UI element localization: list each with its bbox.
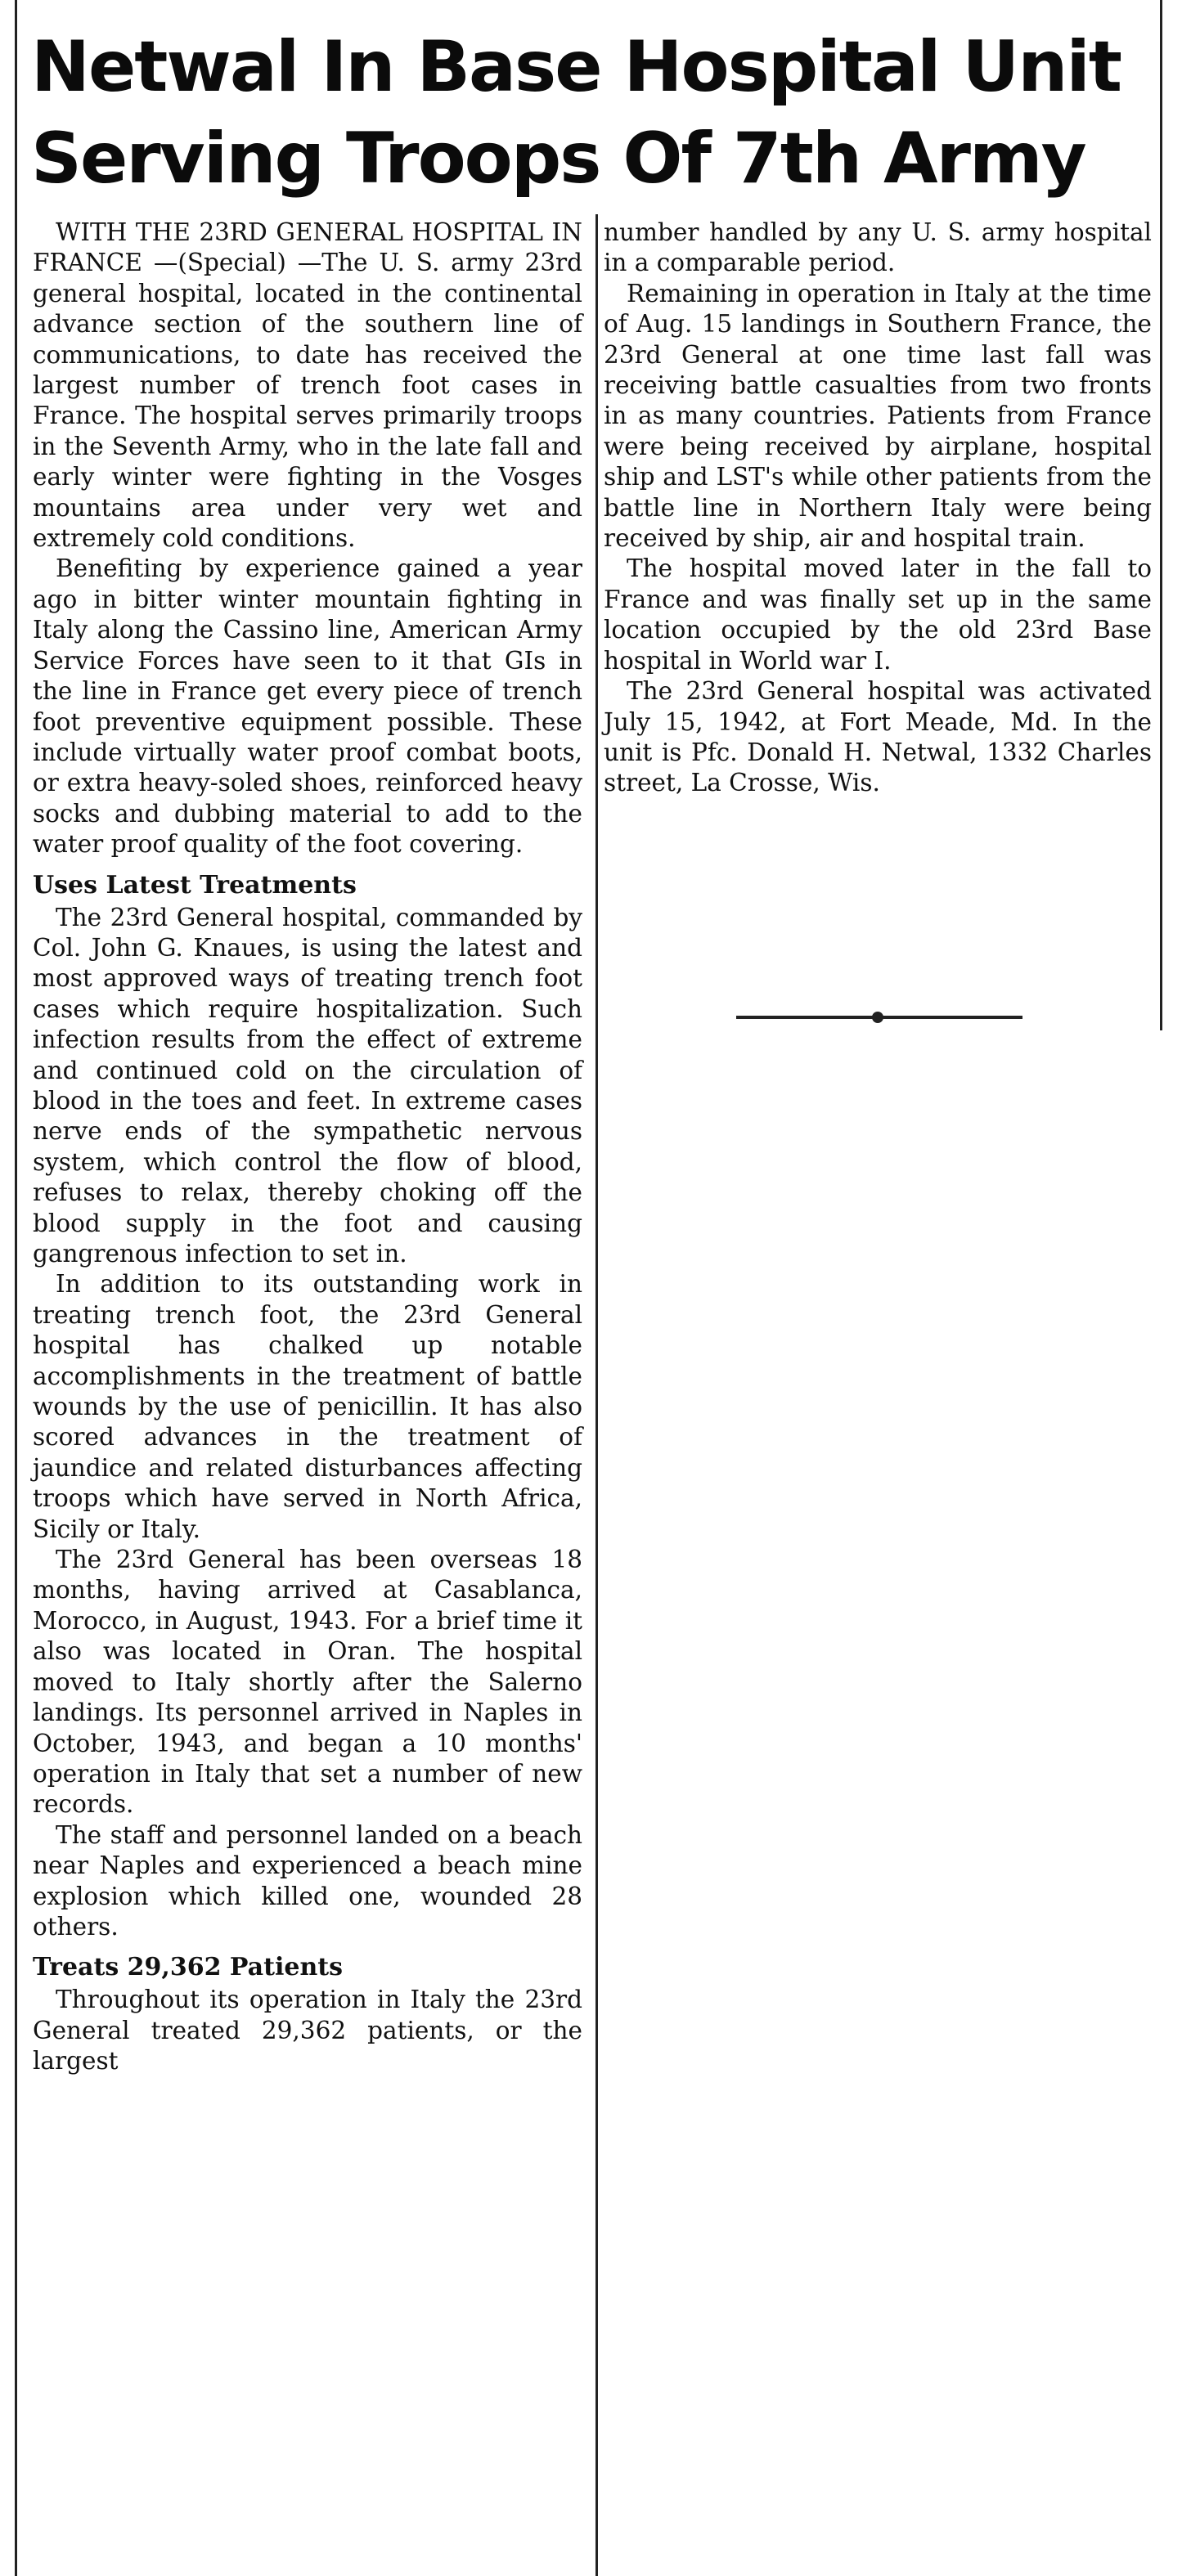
subhead: Treats 29,362 Patients — [33, 1953, 344, 1982]
right-column — [604, 218, 1152, 799]
paragraph: The hospital moved later in the fall to France and was finally set up in the same location occupied by the old 23rd Base hospital in World war I. — [604, 554, 1152, 675]
paragraph: The staff and personnel landed on a beach near Naples and experienced a beach mine explosion which killed one, wounded 28 others. — [33, 1820, 582, 1941]
paragraph: Benefiting by experience gained a year ago in bitter winter mountain fighting in Italy along the Cassino line, American Army Service Forces have seen to it that GIs in the line in France get every piece of trench foot preventive equipment possible. These include virtually water proof combat boots, or extra heavy-soled shoes, reinforced heavy socks and dubbing material to add to the water proof quality of the foot covering. — [33, 554, 582, 859]
paragraph: The 23rd General hospital, commanded by Col. John G. Knaues, is using the latest and most approved ways of treating trench foot cases which require hospitalization. Such infection results from the effect of extreme and continued cold on the circulation of blood in the toes and feet. In extreme cases nerve ends of the sympathetic nervous system, which control the flow of blood, refuses to relax, thereby choking off the blood supply in the foot and causing gangrenous infection to set in. — [33, 903, 582, 1268]
end-of-article-dot — [872, 1012, 883, 1023]
paragraph: The 23rd General hospital was activated July 15, 1942, at Fort Meade, Md. In the unit is Pfc. Donald H. Netwal, 1332 Charles street, La Crosse, Wis. — [604, 677, 1152, 797]
paragraph: WITH THE 23RD GENERAL HOSPITAL IN FRANCE —(Special) —The U. S. army 23rd general hospital, located in the continental advance section of the southern line of communications, to date has received the largest number of trench foot cases in France. The hospital serves primarily troops in the Seventh Army, who in the late fall and early winter were fighting in the Vosges mountains area under very wet and extremely cold conditions. — [33, 218, 582, 553]
paragraph: The 23rd General has been overseas 18 months, having arrived at Casablanca, Morocco, in August, 1943. For a brief time it also was located in Oran. The hospital moved to Italy shortly after the Salerno landings. Its personnel arrived in Naples in October, 1943, and began a 10 months' operation in Italy that set a number of new records. — [33, 1546, 582, 1819]
headline — [31, 21, 1160, 204]
paragraph: number handled by any U. S. army hospital in a comparable period. — [604, 218, 1152, 277]
subhead: Uses Latest Treatments — [33, 870, 357, 900]
paragraph: In addition to its outstanding work in treating trench foot, the 23rd General hospital has chalked up notable accomplishments in the treatment of battle wounds by the use of penicillin. It has also scored advances in the treatment of jaundice and related disturbances affecting troops which have served in North Africa, Sicily or Italy. — [33, 1270, 582, 1543]
left-column — [33, 218, 582, 2077]
right-border-rule — [1160, 0, 1162, 1030]
left-border-rule — [15, 0, 17, 2576]
column-divider-rule — [595, 214, 598, 2576]
headline-line-1: Netwal In Base Hospital Unit — [31, 26, 1121, 108]
headline-line-2: Serving Troops Of 7th Army — [31, 118, 1085, 200]
paragraph: Throughout its operation in Italy the 23rd General treated 29,362 patients, or the largest — [33, 1986, 582, 2076]
paragraph: Remaining in operation in Italy at the time of Aug. 15 landings in Southern France, the 23rd General at one time last fall was receiving battle casualties from two fronts in as many countries. Patients from France were being received by airplane, hospital ship and LST's while other patients from the battle line in Northern Italy were being received by ship, air and hospital train. — [604, 279, 1152, 553]
